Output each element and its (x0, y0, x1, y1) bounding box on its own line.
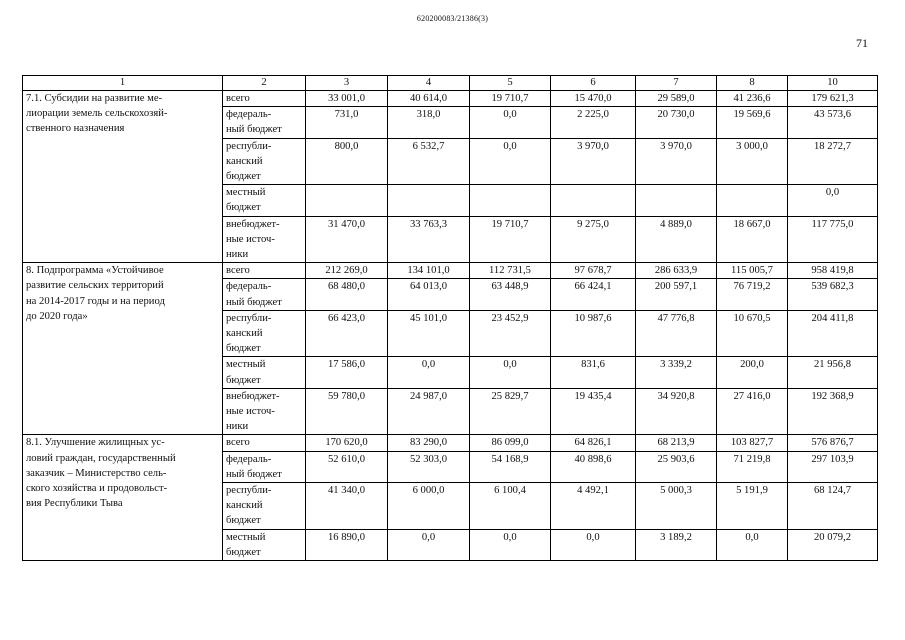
text-line: канский (226, 328, 263, 340)
text-line: ники (226, 249, 249, 261)
budget-category-cell (223, 279, 306, 310)
value-cell: 170 620,0 (306, 435, 388, 451)
header-cell: 4 (388, 76, 470, 91)
value-cell: 54 168,9 (470, 451, 551, 482)
program-title-cell (23, 263, 223, 435)
header-cell: 2 (223, 76, 306, 91)
value-cell: 576 876,7 (788, 435, 878, 451)
value-cell: 63 448,9 (470, 279, 551, 310)
value-cell: 83 290,0 (388, 435, 470, 451)
value-cell: 19 710,7 (470, 91, 551, 107)
document-id: 620200083/21386(3) (416, 14, 489, 23)
value-cell (306, 185, 388, 216)
value-cell: 66 424,1 (551, 279, 636, 310)
text-line: ные источ- (226, 406, 275, 418)
header-cell: 8 (717, 76, 788, 91)
text-line: бюджет (226, 374, 261, 386)
value-cell: 3 970,0 (551, 138, 636, 185)
header-cell: 10 (788, 76, 878, 91)
value-cell (388, 185, 470, 216)
text-line: федераль- (226, 281, 272, 293)
text-line: 7.1. Субсидии на развитие ме- (26, 93, 163, 104)
value-cell: 17 586,0 (306, 357, 388, 388)
text-line: ники (226, 421, 249, 433)
value-cell: 33 763,3 (388, 216, 470, 263)
value-cell: 41 236,6 (717, 91, 788, 107)
value-cell: 68 124,7 (788, 483, 878, 530)
value-cell (470, 185, 551, 216)
value-cell: 9 275,0 (551, 216, 636, 263)
value-cell: 103 827,7 (717, 435, 788, 451)
text-line: внебюджет- (226, 390, 280, 402)
value-cell: 19 435,4 (551, 388, 636, 435)
table-body (23, 76, 878, 561)
value-cell: 24 987,0 (388, 388, 470, 435)
value-cell: 20 079,2 (788, 529, 878, 560)
value-cell (551, 185, 636, 216)
value-cell: 18 272,7 (788, 138, 878, 185)
value-cell: 97 678,7 (551, 263, 636, 279)
value-cell: 2 225,0 (551, 107, 636, 138)
value-cell: 3 970,0 (636, 138, 717, 185)
value-cell: 45 101,0 (388, 310, 470, 357)
value-cell: 76 719,2 (717, 279, 788, 310)
text-line: республи- (226, 140, 272, 152)
text-line: ского хозяйства и продовольст- (26, 483, 168, 495)
value-cell: 5 000,3 (636, 483, 717, 530)
value-cell: 800,0 (306, 138, 388, 185)
value-cell: 52 610,0 (306, 451, 388, 482)
budget-category-cell (223, 263, 306, 279)
value-cell: 25 829,7 (470, 388, 551, 435)
text-line: ный бюджет (226, 468, 282, 480)
text-line: бюджет (226, 546, 261, 558)
value-cell: 0,0 (717, 529, 788, 560)
text-line: бюджет (226, 171, 261, 183)
value-cell: 29 589,0 (636, 91, 717, 107)
value-cell: 731,0 (306, 107, 388, 138)
value-cell: 68 213,9 (636, 435, 717, 451)
value-cell: 64 826,1 (551, 435, 636, 451)
value-cell: 25 903,6 (636, 451, 717, 482)
text-line: всего (226, 437, 250, 449)
text-line: бюджет (226, 202, 261, 214)
value-cell: 200,0 (717, 357, 788, 388)
text-line: ственного назначения (26, 123, 125, 135)
value-cell: 10 670,5 (717, 310, 788, 357)
value-cell: 43 573,6 (788, 107, 878, 138)
budget-category-cell (223, 185, 306, 216)
text-line: ный бюджет (226, 296, 282, 308)
value-cell: 4 889,0 (636, 216, 717, 263)
text-line: всего (226, 265, 250, 277)
text-line: республи- (226, 485, 272, 497)
header-cell: 1 (23, 76, 223, 91)
value-cell: 3 189,2 (636, 529, 717, 560)
value-cell: 0,0 (470, 138, 551, 185)
budget-category-cell (223, 451, 306, 482)
value-cell: 286 633,9 (636, 263, 717, 279)
value-cell: 19 569,6 (717, 107, 788, 138)
value-cell: 4 492,1 (551, 483, 636, 530)
text-line: местный (226, 531, 266, 543)
program-title-cell (23, 91, 223, 263)
budget-category-cell (223, 388, 306, 435)
value-cell: 33 001,0 (306, 91, 388, 107)
value-cell: 0,0 (388, 357, 470, 388)
value-cell: 6 100,4 (470, 483, 551, 530)
text-line: всего (226, 93, 250, 104)
value-cell: 318,0 (388, 107, 470, 138)
text-line: ные источ- (226, 233, 275, 245)
budget-category-cell (223, 357, 306, 388)
header-cell: 6 (551, 76, 636, 91)
budget-category-cell (223, 529, 306, 560)
value-cell: 16 890,0 (306, 529, 388, 560)
value-cell: 10 987,6 (551, 310, 636, 357)
value-cell: 64 013,0 (388, 279, 470, 310)
budget-category-cell (223, 216, 306, 263)
budget-category-cell (223, 91, 306, 107)
value-cell: 40 898,6 (551, 451, 636, 482)
budget-category-cell (223, 310, 306, 357)
value-cell: 0,0 (470, 357, 551, 388)
table-row (23, 263, 878, 279)
value-cell: 3 339,2 (636, 357, 717, 388)
value-cell: 66 423,0 (306, 310, 388, 357)
value-cell (636, 185, 717, 216)
page-number: 71 (856, 36, 868, 50)
text-line: лиорации земель сельскохозяй- (26, 108, 168, 120)
value-cell: 115 005,7 (717, 263, 788, 279)
value-cell: 52 303,0 (388, 451, 470, 482)
header-cell: 5 (470, 76, 551, 91)
text-line: бюджет (226, 343, 261, 355)
text-line: канский (226, 155, 263, 167)
header-cell: 7 (636, 76, 717, 91)
program-title-cell (23, 435, 223, 561)
value-cell (717, 185, 788, 216)
value-cell: 0,0 (388, 529, 470, 560)
budget-category-cell (223, 435, 306, 451)
value-cell: 27 416,0 (717, 388, 788, 435)
text-line: канский (226, 500, 263, 512)
text-line: местный (226, 187, 266, 199)
value-cell: 5 191,9 (717, 483, 788, 530)
value-cell: 200 597,1 (636, 279, 717, 310)
text-line: ный бюджет (226, 124, 282, 136)
value-cell: 20 730,0 (636, 107, 717, 138)
value-cell: 0,0 (788, 185, 878, 216)
text-line: федераль- (226, 453, 272, 465)
text-line: внебюджет- (226, 218, 280, 230)
text-line: федераль- (226, 109, 272, 121)
value-cell: 192 368,9 (788, 388, 878, 435)
value-cell: 212 269,0 (306, 263, 388, 279)
text-line: 8. Подпрограмма «Устойчивое (26, 265, 164, 277)
value-cell: 539 682,3 (788, 279, 878, 310)
value-cell: 15 470,0 (551, 91, 636, 107)
text-line: до 2020 года» (26, 310, 88, 322)
value-cell: 112 731,5 (470, 263, 551, 279)
text-line: заказчик – Министерство сель- (26, 467, 167, 479)
header-row (23, 76, 878, 91)
value-cell: 41 340,0 (306, 483, 388, 530)
text-line: развитие сельских территорий (26, 280, 164, 292)
value-cell: 831,6 (551, 357, 636, 388)
value-cell: 18 667,0 (717, 216, 788, 263)
value-cell: 117 775,0 (788, 216, 878, 263)
table-row (23, 91, 878, 107)
value-cell: 204 411,8 (788, 310, 878, 357)
value-cell: 59 780,0 (306, 388, 388, 435)
header-cell: 3 (306, 76, 388, 91)
budget-table (22, 75, 878, 561)
value-cell: 3 000,0 (717, 138, 788, 185)
value-cell: 34 920,8 (636, 388, 717, 435)
text-line: вия Республики Тыва (26, 498, 123, 510)
budget-category-cell (223, 107, 306, 138)
value-cell: 68 480,0 (306, 279, 388, 310)
value-cell: 40 614,0 (388, 91, 470, 107)
text-line: республи- (226, 312, 272, 324)
table-row (23, 435, 878, 451)
value-cell: 134 101,0 (388, 263, 470, 279)
value-cell: 0,0 (470, 107, 551, 138)
value-cell: 0,0 (470, 529, 551, 560)
value-cell: 47 776,8 (636, 310, 717, 357)
value-cell: 6 532,7 (388, 138, 470, 185)
value-cell: 86 099,0 (470, 435, 551, 451)
budget-category-cell (223, 483, 306, 530)
value-cell: 179 621,3 (788, 91, 878, 107)
text-line: на 2014-2017 годы и на период (26, 295, 165, 307)
value-cell: 19 710,7 (470, 216, 551, 263)
text-line: 8.1. Улучшение жилищных ус- (26, 437, 165, 449)
value-cell: 6 000,0 (388, 483, 470, 530)
value-cell: 0,0 (551, 529, 636, 560)
text-line: местный (226, 359, 266, 371)
value-cell: 31 470,0 (306, 216, 388, 263)
value-cell: 297 103,9 (788, 451, 878, 482)
budget-category-cell (223, 138, 306, 185)
value-cell: 71 219,8 (717, 451, 788, 482)
value-cell: 21 956,8 (788, 357, 878, 388)
text-line: бюджет (226, 515, 261, 527)
value-cell: 23 452,9 (470, 310, 551, 357)
text-line: ловий граждан, государственный (26, 452, 176, 464)
value-cell: 958 419,8 (788, 263, 878, 279)
